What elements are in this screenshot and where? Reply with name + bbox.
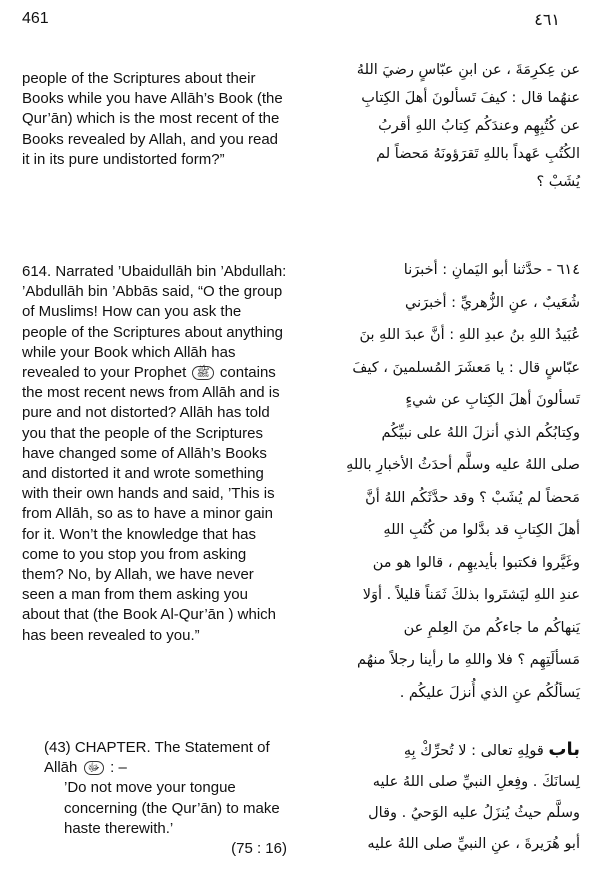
arabic-line: ٦١٤ - حدَّثنا أبو اليَمانِ : أخبرَنا <box>403 262 580 278</box>
chapter-43-arabic <box>280 734 580 860</box>
exaltation-seal-icon: ﷻ <box>84 761 104 775</box>
section1-english <box>22 69 287 170</box>
chapter-43-heading <box>44 738 287 778</box>
arabic-line: صلى اللهُ عليه وسلَّم أحدَثُ الأخبارِ باللهِ <box>346 457 580 473</box>
arabic-line <box>280 734 580 767</box>
arabic-line: عبّاسٍ قال : يا مَعشَرَ المُسلمينَ ، كيفَ <box>352 359 580 376</box>
arabic-line: عن عِكرِمَةَ ، عن ابنِ عبّاسٍ رضيَ اللهُ <box>356 62 580 78</box>
chapter-43-dash: : – <box>110 759 127 777</box>
arabic-line: أهلَ الكِتابِ قد بدَّلوا من كُتُبِ اللهِ <box>383 522 580 538</box>
arabic-line: وكِتابُكُم الذي أنزلَ اللهُ على نبيِّكُم <box>381 424 580 441</box>
hadith-614-text-part2: contains the most recent news from Allāh and is pure and not distorted? Allāh has told you that the people of the Scriptures have changed some of Allāh’s Books and distorted it and wrote something with their own hands and said, ’This is from Allāh, so as to have a minor gain for it. Won’t the knowledge that has come to you stop you from asking them? No, by Allah, we have never seen a man from them asking you about that (the Book Al-Qur’ān ) which has been revealed to you.” <box>22 364 280 644</box>
quran-reference: (75 : 16) <box>231 840 287 858</box>
arabic-line: عن كُتُبِهِم وعندَكُم كِتابُ اللهِ أقربُ <box>378 118 580 134</box>
hadith-614-text-part1: 614. Narrated ’Ubaidullāh bin ’Abdullah: ’Abdullāh bin ’Abbās said, “O the group of Muslims! How can you ask the people of the Scriptures about anything while your Book which Allāh has revealed to your Prophet <box>22 263 287 382</box>
arabic-line: مَحضاً لم يُشَبْ ؟ وقد حدَّثَكُم اللهُ أنَّ <box>365 489 580 506</box>
arabic-line: عندِ اللهِ ليَشتَروا بذلكَ ثَمَناً قليلاً . أوَلا <box>362 587 580 603</box>
arabic-line: شُعَيبٌ ، عنِ الزُّهريِّ : أخبرَني <box>405 294 580 311</box>
hadith-614-english <box>22 262 287 646</box>
hadith-614-arabic <box>280 254 580 709</box>
arabic-line: مَسألَتِهِم ؟ فلا واللهِ ما رأينا رجلاً منهُم <box>357 652 580 668</box>
quran-quote: ’Do not move your tongue concerning (the Qur’ān) to make haste therewith.’ <box>64 779 280 837</box>
hadith-614-text <box>22 262 287 646</box>
arabic-line: يَسألُكُم عنِ الذي أُنزلَ عليكُم . <box>399 684 580 701</box>
arabic-line: لِسانَكَ . وفِعلِ النبيِّ صلى اللهُ عليه <box>372 774 580 790</box>
page-number-right: ٤٦١ <box>534 10 560 29</box>
arabic-line: أبو هُرَيرةَ ، عنِ النبيِّ صلى اللهُ عليه <box>367 836 580 852</box>
arabic-line: وسلَّم حيثُ يُنزَلُ عليه الوَحيُ . وقال <box>368 805 580 821</box>
arabic-line: الكُتُبِ عَهداً باللهِ تَقرَؤونَهُ مَحضاً لم <box>376 146 580 162</box>
arabic-line: يُشَبْ ؟ <box>536 174 580 190</box>
page-number-left: 461 <box>22 10 49 27</box>
section1-arabic <box>280 56 580 196</box>
arabic-line: وغَيَّروا فكتبوا بأيديهِم ، قالوا هو من <box>372 554 580 571</box>
arabic-line-text: قولِهِ تعالى : لا تُحرِّكْ بِهِ <box>403 743 544 759</box>
chapter-43-label: (43) CHAPTER. The Statement of Allāh <box>44 739 270 777</box>
chapter-43-english <box>44 738 287 859</box>
arabic-line: يَنهاكُم ما جاءكُم منَ العِلمِ عن <box>403 619 580 636</box>
arabic-line: عُبَيدُ اللهِ بنُ عبدِ اللهِ : أنَّ عبدَ اللهِ بنَ <box>359 327 580 343</box>
salutation-seal-icon: ﷺ <box>192 366 213 380</box>
arabic-line: تَسألونَ أهلَ الكِتابِ عن شيءٍ <box>405 392 580 408</box>
quran-reference-line <box>44 839 287 859</box>
arabic-line: عنهُما قال : كيفَ تَسألونَ أهلَ الكِتابِ <box>361 90 580 106</box>
bab-heading: باب <box>548 739 580 760</box>
section1-english-text: people of the Scriptures about their Books while you have Allāh’s Book (the Qur’ān) which is the most recent of the Books revealed by Allah, and you read it in its pure undistorted form?” <box>22 70 283 168</box>
